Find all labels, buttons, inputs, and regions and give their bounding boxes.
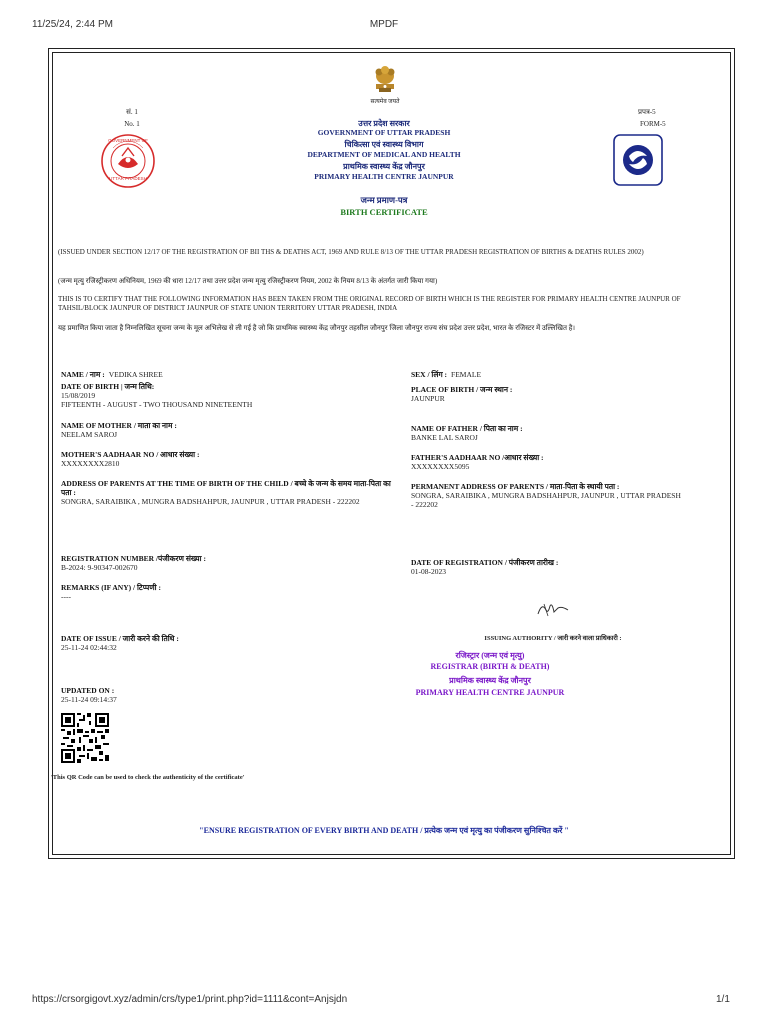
mother-field: [61, 421, 381, 439]
father-value: BANKE LAL SAROJ: [411, 433, 478, 442]
birth-address-value: SONGRA, SARAIBIKA , MUNGRA BADSHAHPUR, JAUNPUR , UTTAR PRADESH - 222202: [61, 497, 360, 506]
govt-name-en: GOVERNMENT OF UTTAR PRADESH: [317, 128, 451, 137]
name-label: NAME / नाम :: [61, 370, 105, 379]
permanent-address-label: PERMANENT ADDRESS OF PARENTS / माता-पिता के स्थायी पता :: [411, 482, 620, 491]
phc-name-hi: प्राथमिक स्वास्थ्य केंद्र जौनपुर: [343, 162, 425, 171]
mother-aadhaar-label: MOTHER'S AADHAAR NO / आधार संख्या :: [61, 450, 200, 459]
father-field: [411, 424, 711, 442]
mother-value: NEELAM SAROJ: [61, 430, 118, 439]
print-url[interactable]: https://crsorgigovt.xyz/admin/crs/type1/print.php?id=1111&cont=Anjsjdn: [32, 994, 348, 1005]
updated-on-value: 25-11-24 09:14:37: [61, 695, 117, 704]
govt-name-hi: उत्तर प्रदेश सरकार: [358, 119, 410, 128]
certify-statement-hi: यह प्रमाणित किया जाता है निम्नलिखित सूचना जन्म के मूल अभिलेख से ली गई है जो कि प्राथमिक स्वास्थ्य केंद्र जौनपुर तहसील जौनपुर जिला जौनपुर राज्य संघ प्रदेश उत्तर प्रदेश, भारत के रजिस्टर में उल्लिखित है।: [58, 324, 576, 332]
registration-date-label: DATE OF REGISTRATION / पंजीकरण तारीख :: [411, 558, 559, 567]
issued-under-hi: (जन्म मृत्यु रजिस्ट्रीकरण अधिनियम, 1969 की धारा 12/17 तथा उत्तर प्रदेश जन्म मृत्यु रजिस्ट्रीकरण नियम, 2002 के नियम 8/13 के अंतर्गत जारी किया गया): [58, 277, 438, 285]
issued-under-en: (ISSUED UNDER SECTION 12/17 OF THE REGISTRATION OF BII THS & DEATHS ACT, 1969 AND RULE 8/13 OF THE UTTAR PRADESH REGISTRATION OF BIRTHS & DEATHS RULES 2002): [58, 248, 644, 256]
print-title: MPDF: [369, 19, 399, 30]
mother-aadhaar-field: [61, 450, 381, 468]
dob-label: DATE OF BIRTH | जन्म तिथि:: [61, 382, 155, 391]
registration-number-field: [61, 554, 381, 572]
registration-slogan: "ENSURE REGISTRATION OF EVERY BIRTH AND DEATH / प्रत्येक जन्म एवं मृत्यु का पंजीकरण सुनिश्चित करें ": [199, 826, 569, 835]
dob-field: [61, 382, 381, 409]
certificate-title-hi: जन्म प्रमाण-पत्र: [360, 195, 408, 205]
pob-field: [411, 385, 711, 403]
registrar-title-hi: रजिस्ट्रार (जन्म एवं मृत्यु): [455, 651, 525, 660]
seal-text-top: GOVERNMENT OF: [108, 138, 148, 143]
phc-name-en: PRIMARY HEALTH CENTRE JAUNPUR: [314, 172, 454, 181]
dept-name-en: DEPARTMENT OF MEDICAL AND HEALTH: [307, 150, 461, 159]
remarks-label: REMARKS (IF ANY) / टिप्पणी :: [61, 583, 162, 592]
certify-statement-en: THIS IS TO CERTIFY THAT THE FOLLOWING INFORMATION HAS BEEN TAKEN FROM THE ORIGINAL RECORD OF BIRTH WHICH IS THE REGISTER FOR PRIMARY HEALTH CENTRE JAUNPUR OF TAHSIL/BLOCK JAUNPUR OF DISTRICT JAUNPUR OF STATE UNION TERRITORY UTTAR PRADESH, INDIA: [58, 295, 681, 312]
birth-address-field: [61, 479, 396, 506]
permanent-address-value: SONGRA, SARAIBIKA , MUNGRA BADSHAHPUR, JAUNPUR , UTTAR PRADESH - 222202: [411, 491, 681, 509]
qr-code-note: 'This QR Code can be used to check the authenticity of the certificate': [51, 774, 245, 781]
print-datetime: 11/25/24, 2:44 PM: [32, 19, 113, 30]
remarks-value: ----: [61, 592, 71, 601]
seal-text-bottom: UTTAR PRADESH: [109, 176, 147, 181]
emblem-motto: सत्यमेव जयते: [370, 99, 400, 105]
registrar-phc-hi: प्राथमिक स्वास्थ्य केंद्र जौनपुर: [449, 676, 531, 685]
mother-aadhaar-value: XXXXXXXX2810: [61, 459, 120, 468]
registrar-title-en: REGISTRAR (BIRTH & DEATH): [430, 662, 550, 671]
form-number-hi: प्रपत्र-5: [638, 108, 656, 116]
print-page-number: 1/1: [716, 994, 730, 1005]
cert-number-en: No. 1: [124, 120, 140, 128]
updated-on-field: [61, 686, 381, 704]
form-number-en: FORM-5: [640, 120, 666, 128]
dob-value: 15/08/2019: [61, 391, 96, 400]
issue-date-field: [61, 634, 381, 652]
father-aadhaar-value: XXXXXXXX5095: [411, 462, 470, 471]
pob-label: PLACE OF BIRTH / जन्म स्थान :: [411, 385, 513, 394]
registration-date-value: 01-08-2023: [411, 567, 446, 576]
dept-name-hi: चिकित्सा एवं स्वास्थ्य विभाग: [344, 140, 424, 149]
national-emblem-icon: [370, 62, 400, 96]
sex-value: FEMALE: [451, 370, 482, 379]
registrar-signature-icon: [534, 600, 574, 618]
pob-value: JAUNPUR: [411, 394, 445, 403]
registration-date-field: [411, 558, 711, 576]
father-aadhaar-field: [411, 453, 711, 471]
updated-on-label: UPDATED ON :: [61, 686, 115, 695]
sex-field: [411, 364, 711, 382]
health-logo-icon: [613, 134, 663, 186]
cert-number-hi: सं. 1: [126, 108, 138, 116]
qr-code-icon[interactable]: [61, 713, 109, 763]
registrar-phc-en: PRIMARY HEALTH CENTRE JAUNPUR: [415, 688, 565, 697]
sex-label: SEX / लिंग :: [411, 370, 448, 379]
father-aadhaar-label: FATHER'S AADHAAR NO /आधार संख्या :: [411, 453, 544, 462]
permanent-address-field: [411, 482, 681, 509]
name-field: [61, 364, 381, 382]
father-label: NAME OF FATHER / पिता का नाम :: [411, 424, 523, 433]
issuing-authority-label: ISSUING AUTHORITY / जारी करने वाला प्राधिकारी :: [484, 635, 622, 642]
issue-date-label: DATE OF ISSUE / जारी करने की तिथि :: [61, 634, 179, 643]
birth-address-label: ADDRESS OF PARENTS AT THE TIME OF BIRTH OF THE CHILD / बच्चे के जन्म के समय माता-पिता का पता :: [61, 479, 391, 497]
registration-number-value: B-2024: 9-90347-002670: [61, 563, 138, 572]
mother-label: NAME OF MOTHER / माता का नाम :: [61, 421, 177, 430]
name-value: VEDIKA SHREE: [108, 370, 163, 379]
issue-date-value: 25-11-24 02:44:32: [61, 643, 117, 652]
registration-number-label: REGISTRATION NUMBER /पंजीकरण संख्या :: [61, 554, 206, 563]
certificate-title-en: BIRTH CERTIFICATE: [340, 207, 428, 217]
remarks-field: [61, 583, 381, 601]
dob-in-words: FIFTEENTH - AUGUST - TWO THOUSAND NINETEENTH: [61, 400, 253, 409]
